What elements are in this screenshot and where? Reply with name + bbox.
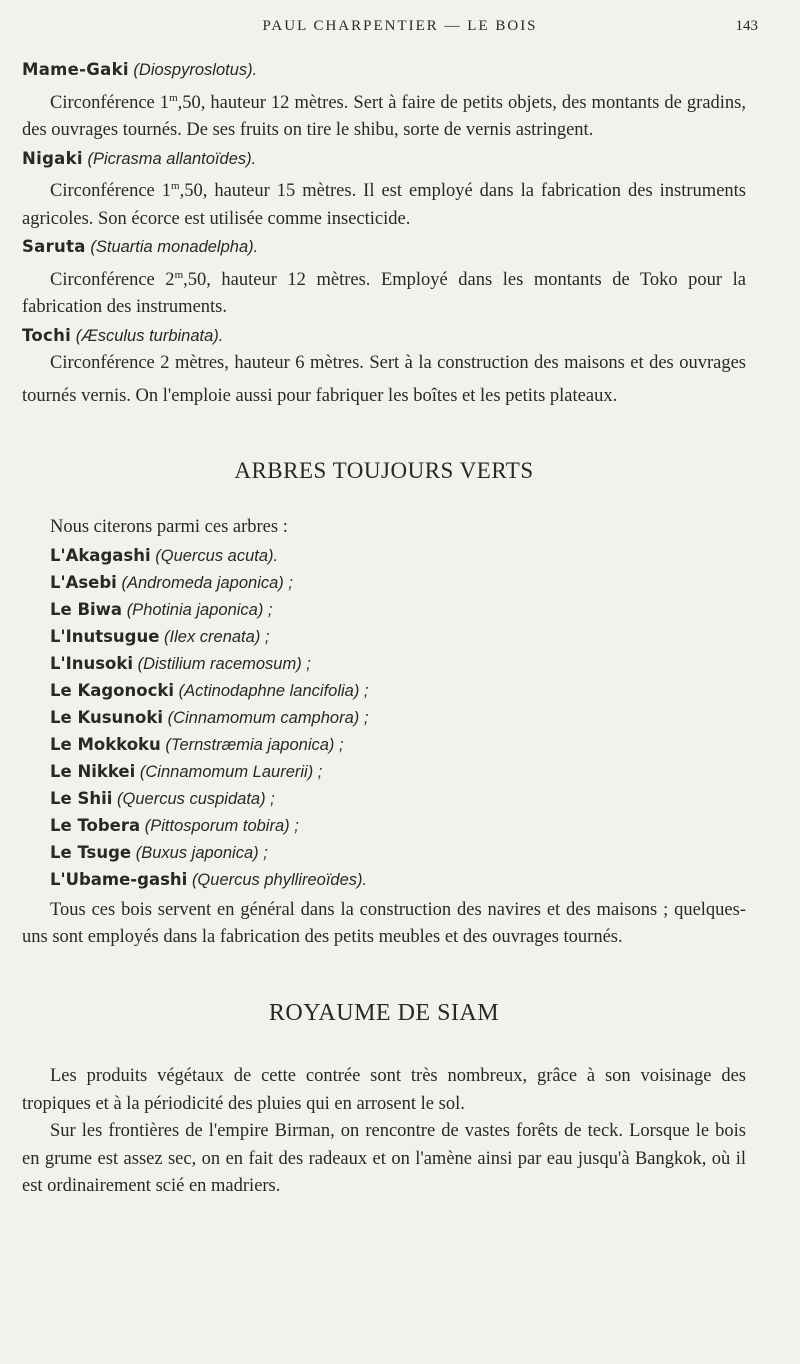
section-title: ARBRES TOUJOURS VERTS	[234, 457, 534, 483]
list-item: Le Kusunoki (Cinnamomum camphora) ;	[50, 707, 369, 727]
entry-heading	[22, 145, 746, 174]
entry-description: Circonférence 1$^m$,50, hauteur 12 mètres. Sert à faire de petits objets, des montants de gradins, des ouvrages tournés. De ses fruits on tire le shibu, sorte de vernis astringent.	[22, 91, 746, 141]
running-head	[0, 18, 800, 42]
entry-heading	[22, 56, 746, 85]
entry-name: Tochi	[22, 325, 72, 345]
list-item: Le Kagonocki (Actinodaphne lancifolia) ;	[50, 680, 369, 700]
entry-description: Circonférence 2$^m$,50, hauteur 12 mètres. Employé dans les montants de Toko pour la fabrication des instruments.	[22, 268, 746, 318]
entry-description: Circonférence 2 mètres, hauteur 6 mètres. Sert à la construction des maisons et des ouvrages tournés vernis. On l'emploie aussi pour fabriquer les boîtes et les petits plateaux.	[22, 353, 746, 407]
body-text	[22, 56, 746, 1201]
entry-description: Circonférence 1$^m$,50, hauteur 15 mètres. Il est employé dans la fabrication des instruments agricoles. Son écorce est utilisée comme insecticide.	[22, 180, 746, 229]
section-closing: Tous ces bois servent en général dans la construction des navires et des maisons ; quelques-uns sont employés dans la fabrication des petits meubles et des ouvrages tournés.	[22, 899, 746, 948]
list-item: Le Tobera (Pittosporum tobira) ;	[50, 815, 299, 835]
section-intro: Nous citerons parmi ces arbres :	[50, 517, 288, 538]
entry-heading	[22, 233, 746, 262]
running-title: PAUL CHARPENTIER — LE BOIS	[262, 18, 538, 34]
list-item: Le Nikkei (Cinnamomum Laurerii) ;	[50, 761, 323, 781]
page-number: 143	[735, 18, 758, 34]
list-item: Le Biwa (Photinia japonica) ;	[50, 599, 273, 619]
list-item: L'Inutsugue (Ilex crenata) ;	[50, 626, 270, 646]
paragraph: Les produits végétaux de cette contrée sont très nombreux, grâce à son voisinage des tropiques et à la périodicité des pluies qui en arrosent le sol.	[22, 1066, 746, 1114]
entry-latin: (Diospyroslotus).	[133, 61, 258, 79]
entry-name: Mame-Gaki	[22, 60, 129, 79]
tree-list	[22, 542, 746, 893]
entry-name: Saruta	[22, 237, 86, 257]
entry-name: Nigaki	[22, 148, 83, 168]
list-item: L'Akagashi (Quercus acuta).	[50, 545, 279, 565]
entry-latin: (Stuartia monadelpha).	[90, 238, 259, 257]
section-title: ROYAUME DE SIAM	[268, 999, 500, 1026]
entry-heading	[22, 322, 746, 351]
list-item: L'Inusoki (Distilium racemosum) ;	[50, 653, 311, 673]
list-item: L'Asebi (Andromeda japonica) ;	[50, 572, 293, 592]
list-item: Le Tsuge (Buxus japonica) ;	[50, 842, 268, 862]
entry-latin: (Picrasma allantoïdes).	[87, 149, 257, 168]
paragraph: Sur les frontières de l'empire Birman, on rencontre de vastes forêts de teck. Lorsque le bois en grume est assez sec, on en fait des radeaux et on l'amène ainsi par eau jusqu'à Bangkok, où il est ordinairement scié en madriers.	[22, 1121, 746, 1197]
list-item: L'Ubame-gashi (Quercus phyllireoïdes).	[50, 869, 368, 889]
entry-latin: (Æsculus turbinata).	[75, 326, 224, 345]
list-item: Le Shii (Quercus cuspidata) ;	[50, 788, 275, 808]
list-item: Le Mokkoku (Ternstræmia japonica) ;	[50, 734, 344, 754]
